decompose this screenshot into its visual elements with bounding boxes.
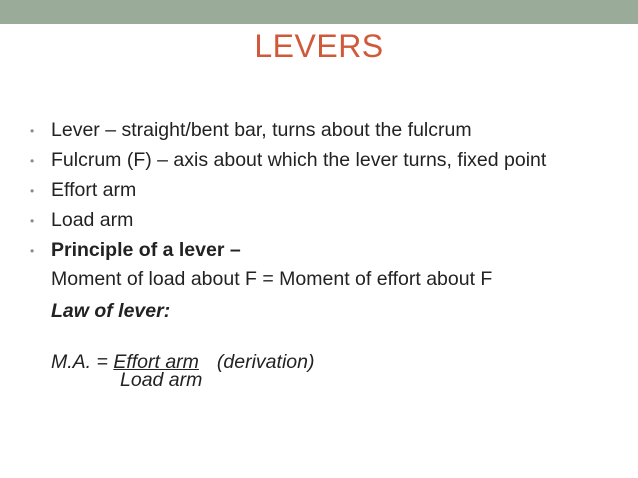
bullet-item bbox=[30, 145, 630, 175]
bullet-item bbox=[30, 205, 630, 235]
bullet-item bbox=[30, 175, 630, 205]
bullet-icon: • bbox=[30, 184, 35, 198]
moment-statement: Moment of load about F = Moment of effort about F bbox=[51, 268, 493, 290]
bullet-text: Lever – straight/bent bar, turns about the fulcrum bbox=[51, 119, 472, 141]
bullet-icon: • bbox=[30, 244, 35, 258]
slide-title: LEVERS bbox=[254, 28, 384, 64]
ma-numerator: Effort arm bbox=[113, 351, 199, 373]
bullet-icon: • bbox=[30, 214, 35, 228]
bullet-text: Load arm bbox=[51, 209, 134, 231]
law-heading: Law of lever: bbox=[51, 300, 171, 322]
bullet-item bbox=[30, 115, 630, 145]
bullet-icon: • bbox=[30, 124, 35, 138]
bullet-list bbox=[30, 115, 630, 265]
bullet-icon: • bbox=[30, 154, 35, 168]
bullet-text: Effort arm bbox=[51, 179, 137, 201]
bullet-text: Fulcrum (F) – axis about which the lever turns, fixed point bbox=[51, 149, 547, 171]
bullet-text-principle: Principle of a lever – bbox=[51, 239, 241, 261]
ma-denominator: Load arm bbox=[120, 369, 203, 391]
ma-derivation-note: (derivation) bbox=[216, 351, 315, 373]
bullet-item bbox=[30, 235, 630, 265]
ma-prefix: M.A. = bbox=[51, 351, 114, 373]
top-bar bbox=[0, 0, 638, 24]
